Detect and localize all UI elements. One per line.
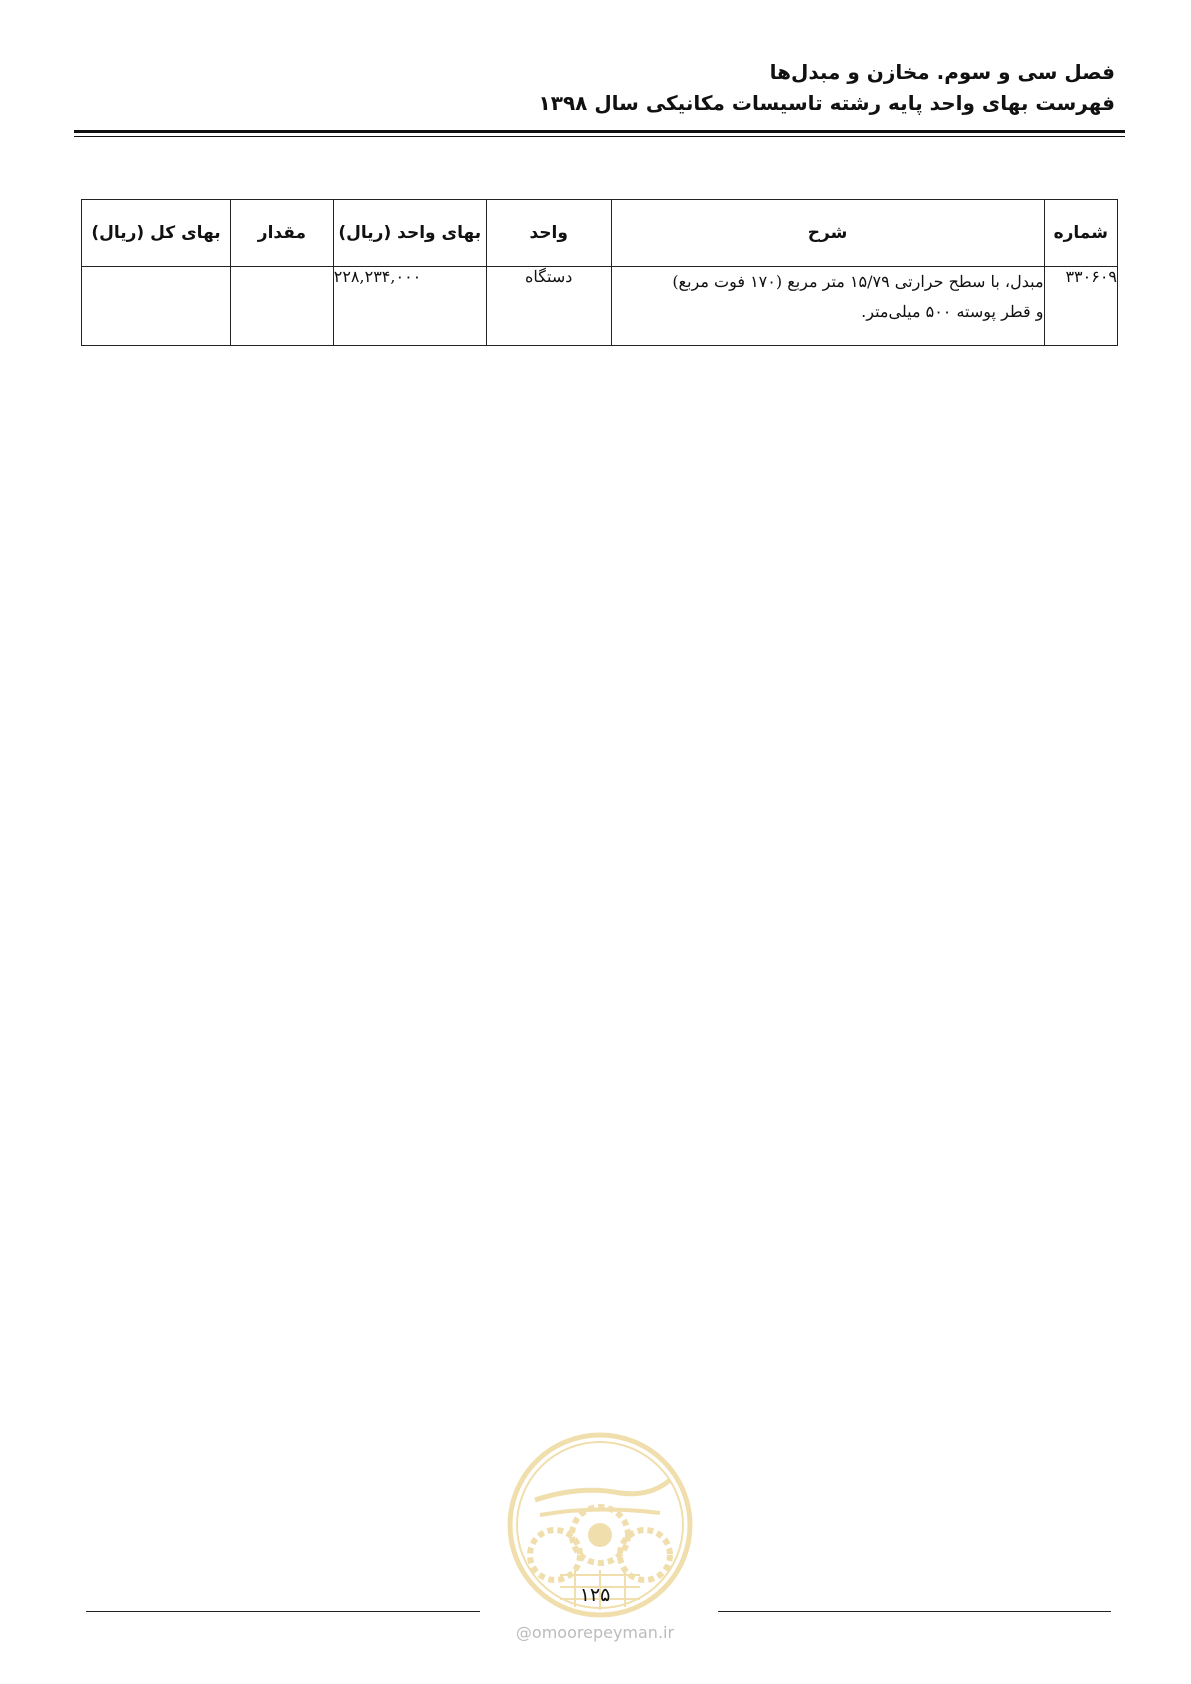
item-code: ۳۳۰۶۰۹	[1044, 267, 1117, 346]
website-watermark: @omoorepeyman.ir	[515, 1623, 675, 1642]
column-header-code: شماره	[1044, 200, 1117, 267]
item-description-line-2: و قطر پوسته ۵۰۰ میلی‌متر.	[861, 302, 1044, 321]
column-header-total-price: بهای کل (ریال)	[82, 200, 231, 267]
page-number: ۱۲۵	[579, 1584, 611, 1606]
header-rule	[74, 130, 1125, 133]
header-rule-thin	[74, 136, 1125, 137]
price-list-title: فهرست بهای واحد پایه رشته تاسیسات مکانیکی سال ۱۳۹۸	[538, 91, 1115, 115]
column-header-description: شرح	[611, 200, 1044, 267]
chapter-title: فصل سی و سوم. مخازن و مبدل‌ها	[769, 60, 1115, 84]
footer-rule-left	[86, 1611, 480, 1612]
table-row	[82, 267, 1118, 346]
column-header-unit: واحد	[486, 200, 611, 267]
page-header	[65, 56, 1115, 118]
price-table	[81, 199, 1118, 346]
item-description	[611, 267, 1044, 346]
column-header-unit-price: بهای واحد (ریال)	[333, 200, 486, 267]
item-quantity	[231, 267, 334, 346]
table-header-row	[82, 200, 1118, 267]
item-description-line-1: مبدل، با سطح حرارتی ۱۵/۷۹ متر مربع (۱۷۰ فوت مربع)	[672, 272, 1044, 291]
item-unit-price: ۲۲۸,۲۳۴,۰۰۰	[333, 267, 486, 346]
column-header-quantity: مقدار	[231, 200, 334, 267]
footer-rule-right	[718, 1611, 1111, 1612]
item-total-price	[82, 267, 231, 346]
item-unit: دستگاه	[486, 267, 611, 346]
